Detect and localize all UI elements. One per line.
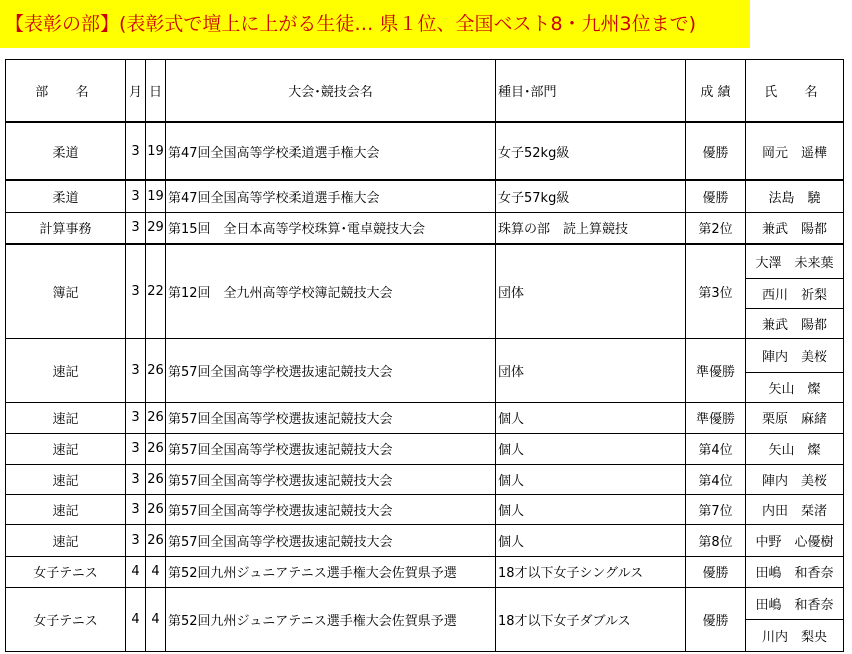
event-cell: 第52回九州ジュニアテニス選手権大会佐賀県予選 xyxy=(166,587,496,651)
event-cell: 第47回全国高等学校柔道選手権大会 xyxy=(166,122,496,180)
club-cell: 女子テニス xyxy=(6,556,126,587)
event-cell: 第57回全国高等学校選抜速記競技大会 xyxy=(166,338,496,402)
table-row xyxy=(6,464,844,494)
club-cell: 速記 xyxy=(6,464,126,494)
day-cell: 26 xyxy=(146,464,166,494)
day-cell: 4 xyxy=(146,556,166,587)
day-cell: 29 xyxy=(146,212,166,244)
name-cell: 岡元 遥樺 xyxy=(746,122,844,180)
name-cell: 田嶋 和香奈 xyxy=(746,587,844,619)
category-cell: 個人 xyxy=(496,494,686,524)
name-cell: 中野 心優樹 xyxy=(746,524,844,556)
table-row xyxy=(6,524,844,556)
name-cell: 栗原 麻緒 xyxy=(746,402,844,433)
month-cell: 3 xyxy=(126,494,146,524)
club-cell: 女子テニス xyxy=(6,587,126,651)
month-cell: 3 xyxy=(126,244,146,338)
name-cell: 法島 驍 xyxy=(746,180,844,212)
name-cell: 大澤 未来葉 xyxy=(746,244,844,278)
category-cell: 珠算の部 読上算競技 xyxy=(496,212,686,244)
result-cell: 優勝 xyxy=(686,587,746,651)
event-cell: 第57回全国高等学校選抜速記競技大会 xyxy=(166,524,496,556)
day-cell: 19 xyxy=(146,180,166,212)
month-cell: 3 xyxy=(126,212,146,244)
event-cell: 第15回 全日本高等学校珠算･電卓競技大会 xyxy=(166,212,496,244)
category-cell: 18才以下女子シングルス xyxy=(496,556,686,587)
header-club: 部 名 xyxy=(6,60,126,123)
table-row xyxy=(6,244,844,278)
event-cell: 第57回全国高等学校選抜速記競技大会 xyxy=(166,402,496,433)
month-cell: 3 xyxy=(126,180,146,212)
club-cell: 速記 xyxy=(6,494,126,524)
page-title: 【表彰の部】(表彰式で壇上に上がる生徒… 県１位、全国ベスト8・九州3位まで) xyxy=(0,0,750,48)
day-cell: 26 xyxy=(146,402,166,433)
table-row xyxy=(6,212,844,244)
table-row xyxy=(6,122,844,180)
table-row xyxy=(6,180,844,212)
result-cell: 第2位 xyxy=(686,212,746,244)
category-cell: 18才以下女子ダブルス xyxy=(496,587,686,651)
name-cell: 兼武 陽都 xyxy=(746,212,844,244)
result-cell: 第7位 xyxy=(686,494,746,524)
header-event: 大会･競技会名 xyxy=(166,60,496,123)
month-cell: 3 xyxy=(126,122,146,180)
event-cell: 第57回全国高等学校選抜速記競技大会 xyxy=(166,464,496,494)
club-cell: 柔道 xyxy=(6,122,126,180)
header-category: 種目･部門 xyxy=(496,60,686,123)
name-cell: 西川 祈梨 xyxy=(746,278,844,308)
club-cell: 速記 xyxy=(6,433,126,464)
result-cell: 第4位 xyxy=(686,464,746,494)
name-cell: 川内 梨央 xyxy=(746,619,844,651)
day-cell: 19 xyxy=(146,122,166,180)
event-cell: 第57回全国高等学校選抜速記競技大会 xyxy=(166,433,496,464)
result-cell: 第4位 xyxy=(686,433,746,464)
event-cell: 第52回九州ジュニアテニス選手権大会佐賀県予選 xyxy=(166,556,496,587)
result-cell: 第8位 xyxy=(686,524,746,556)
name-cell: 矢山 燦 xyxy=(746,433,844,464)
name-cell: 田嶋 和香奈 xyxy=(746,556,844,587)
club-cell: 計算事務 xyxy=(6,212,126,244)
category-cell: 女子57kg級 xyxy=(496,180,686,212)
event-cell: 第47回全国高等学校柔道選手権大会 xyxy=(166,180,496,212)
table-row xyxy=(6,556,844,587)
month-cell: 3 xyxy=(126,433,146,464)
table-row xyxy=(6,338,844,372)
header-day: 日 xyxy=(146,60,166,123)
club-cell: 簿記 xyxy=(6,244,126,338)
day-cell: 4 xyxy=(146,587,166,651)
category-cell: 団体 xyxy=(496,244,686,338)
result-cell: 準優勝 xyxy=(686,338,746,402)
result-cell: 第3位 xyxy=(686,244,746,338)
header-name: 氏 名 xyxy=(746,60,844,123)
category-cell: 個人 xyxy=(496,433,686,464)
table-row xyxy=(6,587,844,619)
result-cell: 優勝 xyxy=(686,122,746,180)
event-cell: 第12回 全九州高等学校簿記競技大会 xyxy=(166,244,496,338)
month-cell: 4 xyxy=(126,556,146,587)
club-cell: 速記 xyxy=(6,338,126,402)
name-cell: 矢山 燦 xyxy=(746,372,844,402)
result-cell: 優勝 xyxy=(686,180,746,212)
table-row xyxy=(6,494,844,524)
awards-table xyxy=(5,59,844,652)
month-cell: 3 xyxy=(126,402,146,433)
name-cell: 陣内 美桜 xyxy=(746,338,844,372)
table-row xyxy=(6,433,844,464)
event-cell: 第57回全国高等学校選抜速記競技大会 xyxy=(166,494,496,524)
table-row xyxy=(6,402,844,433)
header-result: 成 績 xyxy=(686,60,746,123)
result-cell: 準優勝 xyxy=(686,402,746,433)
month-cell: 3 xyxy=(126,338,146,402)
name-cell: 兼武 陽都 xyxy=(746,308,844,338)
day-cell: 26 xyxy=(146,524,166,556)
result-cell: 優勝 xyxy=(686,556,746,587)
club-cell: 速記 xyxy=(6,524,126,556)
category-cell: 個人 xyxy=(496,464,686,494)
club-cell: 速記 xyxy=(6,402,126,433)
name-cell: 陣内 美桜 xyxy=(746,464,844,494)
day-cell: 26 xyxy=(146,494,166,524)
month-cell: 4 xyxy=(126,587,146,651)
day-cell: 26 xyxy=(146,338,166,402)
category-cell: 個人 xyxy=(496,524,686,556)
name-cell: 内田 栞渚 xyxy=(746,494,844,524)
month-cell: 3 xyxy=(126,524,146,556)
category-cell: 団体 xyxy=(496,338,686,402)
day-cell: 26 xyxy=(146,433,166,464)
club-cell: 柔道 xyxy=(6,180,126,212)
category-cell: 女子52kg級 xyxy=(496,122,686,180)
day-cell: 22 xyxy=(146,244,166,338)
month-cell: 3 xyxy=(126,464,146,494)
table-header xyxy=(6,60,844,123)
header-month: 月 xyxy=(126,60,146,123)
category-cell: 個人 xyxy=(496,402,686,433)
